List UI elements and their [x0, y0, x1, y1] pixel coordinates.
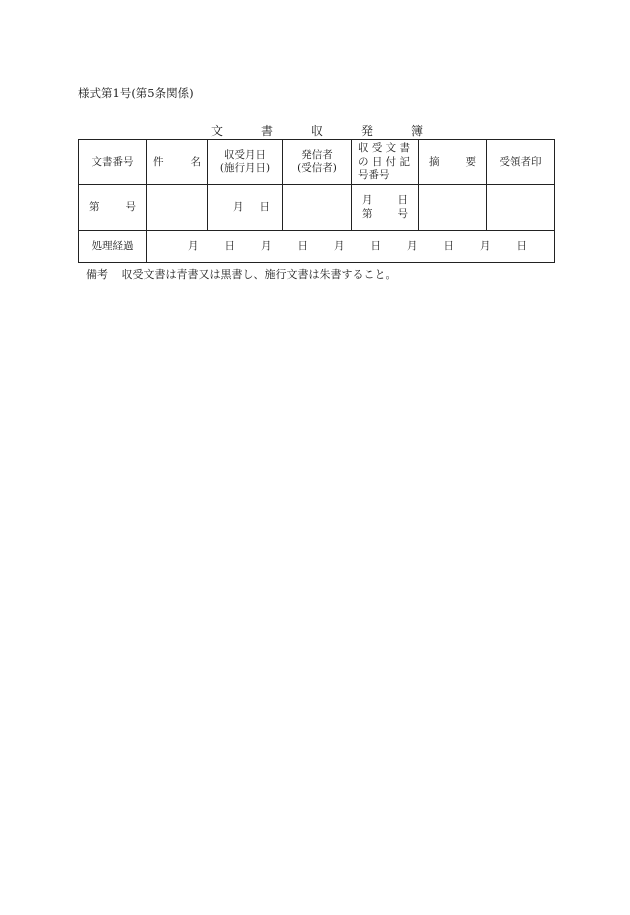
- document-title: [211, 122, 423, 139]
- header-summary: 摘 要: [419, 140, 487, 185]
- form-number: 様式第1号(第5条関係): [78, 86, 194, 100]
- data-row: [79, 185, 555, 230]
- process-label: 処理経過: [79, 230, 147, 262]
- cell-subject[interactable]: [147, 185, 208, 230]
- header-receipt-seal: 受領者印: [487, 140, 555, 185]
- title-char: 収: [310, 124, 323, 138]
- header-subject: 件 名: [147, 140, 208, 185]
- remarks-label: 備考: [86, 268, 108, 281]
- remarks: [86, 266, 397, 282]
- remarks-text: 収受文書は青書又は黒書し、施行文書は朱書すること。: [121, 268, 397, 281]
- cell-summary[interactable]: [419, 185, 487, 230]
- process-cells[interactable]: 月 日 月 日 月 日 月 日 月 日: [147, 230, 555, 262]
- header-row: [79, 140, 555, 185]
- header-recv-date: 収受月日 (施行月日): [208, 140, 283, 185]
- cell-sender[interactable]: [283, 185, 352, 230]
- header-doc-number: 文書番号: [79, 140, 147, 185]
- header-recv-doc: 収 受 文 書 の 日 付 記 号番号: [352, 140, 419, 185]
- register-table: [78, 139, 555, 263]
- header-sender: 発信者 (受信者): [283, 140, 352, 185]
- cell-doc-date-number[interactable]: 月 日 第 号: [352, 185, 419, 230]
- title-char: 発: [360, 124, 373, 138]
- cell-receipt-seal[interactable]: [487, 185, 555, 230]
- title-char: 書: [260, 124, 273, 138]
- title-char: 文: [211, 124, 224, 138]
- cell-number[interactable]: 第 号: [79, 185, 147, 230]
- process-row: [79, 230, 555, 262]
- cell-date[interactable]: 月 日: [208, 185, 283, 230]
- title-char: 簿: [410, 124, 423, 138]
